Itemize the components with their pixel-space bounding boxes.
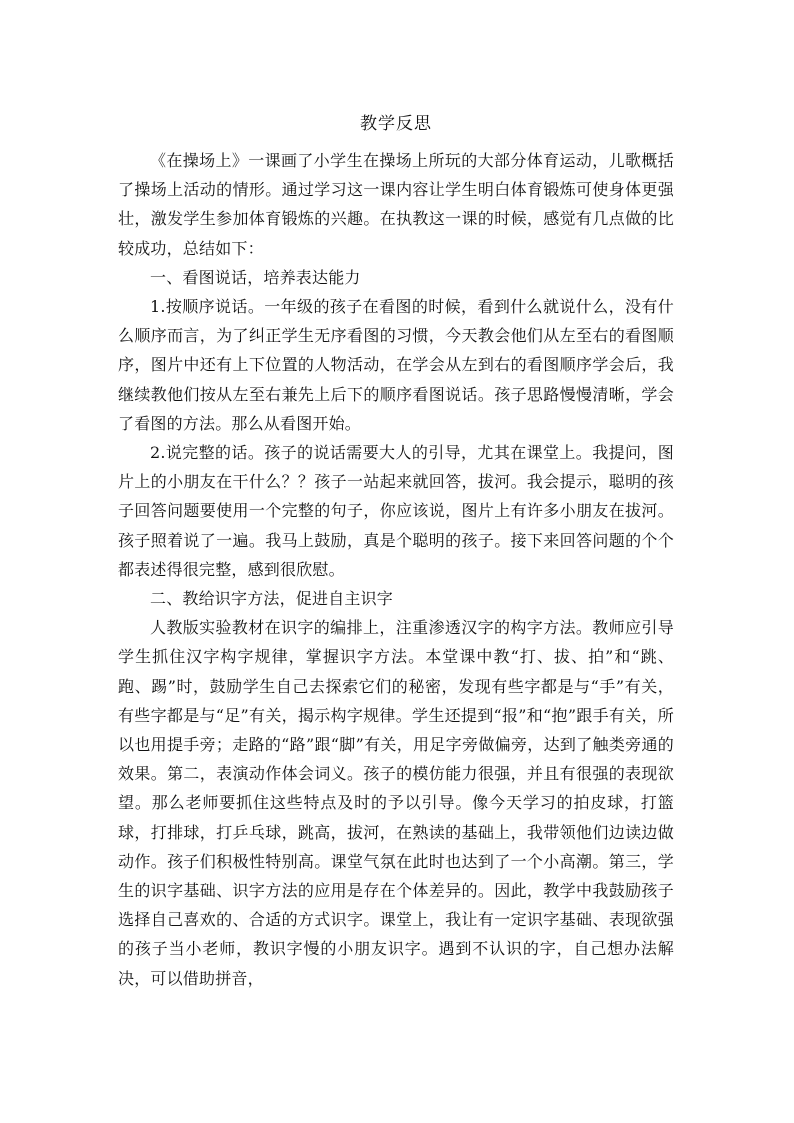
document-body [118,108,674,993]
section-heading-1: 一、看图说话，培养表达能力 [150,267,361,287]
paragraph-intro: 《在操场上》一课画了小学生在操场上所玩的大部分体育运动，儿歌概括了操场上活动的情形。通过学习这一课内容让学生明白体育锻炼可使身体更强壮，激发学生参加体育锻炼的兴趣。在执教这一课的时候，感觉有几点做的比较成功，总结如下： [118,151,674,258]
paragraph-literacy: 人教版实验教材在识字的编排上，注重渗透汉字的构字方法。教师应引导学生抓住汉字构字规律，掌握识字方法。本堂课中教“打、拔、拍”和“跳、跑、踢”时，鼓励学生自己去探索它们的秘密，发现有些字都是与“手”有关，有些字都是与“足”有关，揭示构字规律。学生还提到“报”和“抱”跟手有关，所以也用提手旁；走路的“路”跟“脚”有关，用足字旁做偏旁，达到了触类旁通的效果。第二，表演动作体会词义。孩子的模仿能力很强，并且有很强的表现欲望。那么老师要抓住这些特点及时的予以引导。像今天学习的拍皮球，打篮球，打排球，打乒乓球，跳高，拔河，在熟读的基础上，我带领他们边读边做动作。孩子们积极性特别高。课堂气氛在此时也达到了一个小高潮。第三，学生的识字基础、识字方法的应用是存在个体差异的。因此，教学中我鼓励孩子选择自己喜欢的、合适的方式识字。课堂上，我让有一定识字基础、表现欲强的孩子当小老师，教识字慢的小朋友识字。遇到不认识的字，自己想办法解决，可以借助拼音， [118,618,674,988]
paragraph-point-1: 1.按顺序说话。一年级的孩子在看图的时候，看到什么就说什么，没有什么顺序而言，为了纠正学生无序看图的习惯，今天教会他们从左至右的看图顺序，图片中还有上下位置的人物活动，在学会从左到右的看图顺序学会后，我继续教他们按从左至右兼先上后下的顺序看图说话。孩子思路慢慢清晰，学会了看图的方法。那么从看图开始。 [118,297,674,433]
document-title: 教学反思 [360,114,432,134]
section-heading-2: 二、教给识字方法，促进自主识字 [150,589,394,609]
paragraph-point-2: 2.说完整的话。孩子的说话需要大人的引导，尤其在课堂上。我提问，图片上的小朋友在干什么？？孩子一站起来就回答，拔河。我会提示，聪明的孩子回答问题要使用一个完整的句子，你应该说，图片上有许多小朋友在拔河。孩子照着说了一遍。我马上鼓励，真是个聪明的孩子。接下来回答问题的个个都表述得很完整，感到很欣慰。 [118,443,674,579]
